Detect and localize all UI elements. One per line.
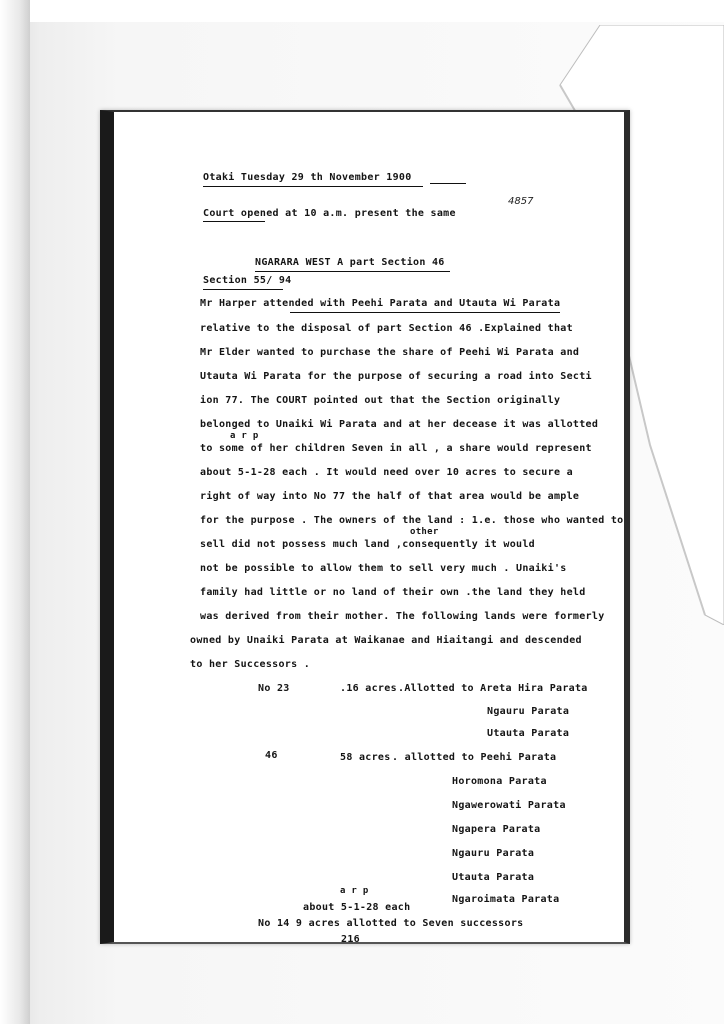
share-note: about 5-1-28 each [303,902,411,913]
body-line: relative to the disposal of part Section 46 .Explained that [200,323,573,334]
heading-underline [255,271,450,272]
successor-name: Ngauru Parata [452,848,535,859]
body-line: to her Successors . [190,659,311,670]
successor-name: Ngawerowati Parata [452,800,566,811]
court-underline [203,221,265,222]
allotment-text: .Allotted to Areta Hira Parata [398,683,588,694]
allotment-text: . allotted to Peehi Parata [392,752,557,763]
body-line: was derived from their mother. The following lands were formerly [200,611,605,622]
body-line: Utauta Wi Parata for the purpose of securing a road into Secti [200,371,592,382]
successor-name: Utauta Parata [487,728,570,739]
court-opened-line: Court opened at 10 a.m. present the same [203,208,456,219]
interlinear-arp: a r p [230,431,259,441]
body-line: to some of her children Seven in all , a share would represent [200,443,592,454]
successor-name: Ngauru Parata [487,706,570,717]
body-line: right of way into No 77 the half of that area would be ample [200,491,580,502]
body-line: belonged to Unaiki Wi Parata and at her decease it was allotted [200,419,599,430]
document-page [100,110,630,944]
successor-name: Horomona Parata [452,776,547,787]
date-underline [203,186,423,187]
body-line: about 5-1-28 each . It would need over 10 acres to secure a [200,467,573,478]
body-line: Mr Elder wanted to purchase the share of Peehi Wi Parata and [200,347,580,358]
body-line: not be possible to allow them to sell very much . Unaiki's [200,563,567,574]
successor-name: Ngapera Parata [452,824,541,835]
body-line: sell did not possess much land ,consequently it would [200,539,535,550]
body-line: Mr Harper attended with Peehi Parata and Utauta Wi Parata [200,298,561,309]
interlinear-other: other [410,527,439,537]
body-line: for the purpose . The owners of the land : 1.e. those who wanted to [200,515,624,526]
date-underline-extension [430,183,466,184]
section-heading: NGARARA WEST A part Section 46 [255,257,445,268]
allotment-number: 46 [265,750,278,761]
body-line: family had little or no land of their own .the land they held [200,587,586,598]
body-underline [290,312,560,313]
successor-name: Utauta Parata [452,872,535,883]
allotment-area: 58 acres [340,752,391,763]
body-line: ion 77. The COURT pointed out that the Section originally [200,395,561,406]
allotment-area: .16 acres [340,683,397,694]
date-line: Otaki Tuesday 29 th November 1900 [203,172,412,183]
body-line: owned by Unaiki Parata at Waikanae and Hiaitangi and descended [190,635,582,646]
successor-name: Ngaroimata Parata [452,894,560,905]
interlinear-arp: a r p [340,886,369,896]
subheading-underline [203,289,283,290]
allotment-number: No 23 [258,683,290,694]
section-subheading: Section 55/ 94 [203,275,292,286]
folio-number: 4857 [508,196,534,207]
final-allotment-line: No 14 9 acres allotted to Seven successors [258,918,524,929]
scan-left-edge [0,0,30,1024]
scan-top-band [30,0,724,22]
page-number: 216 [341,934,360,945]
